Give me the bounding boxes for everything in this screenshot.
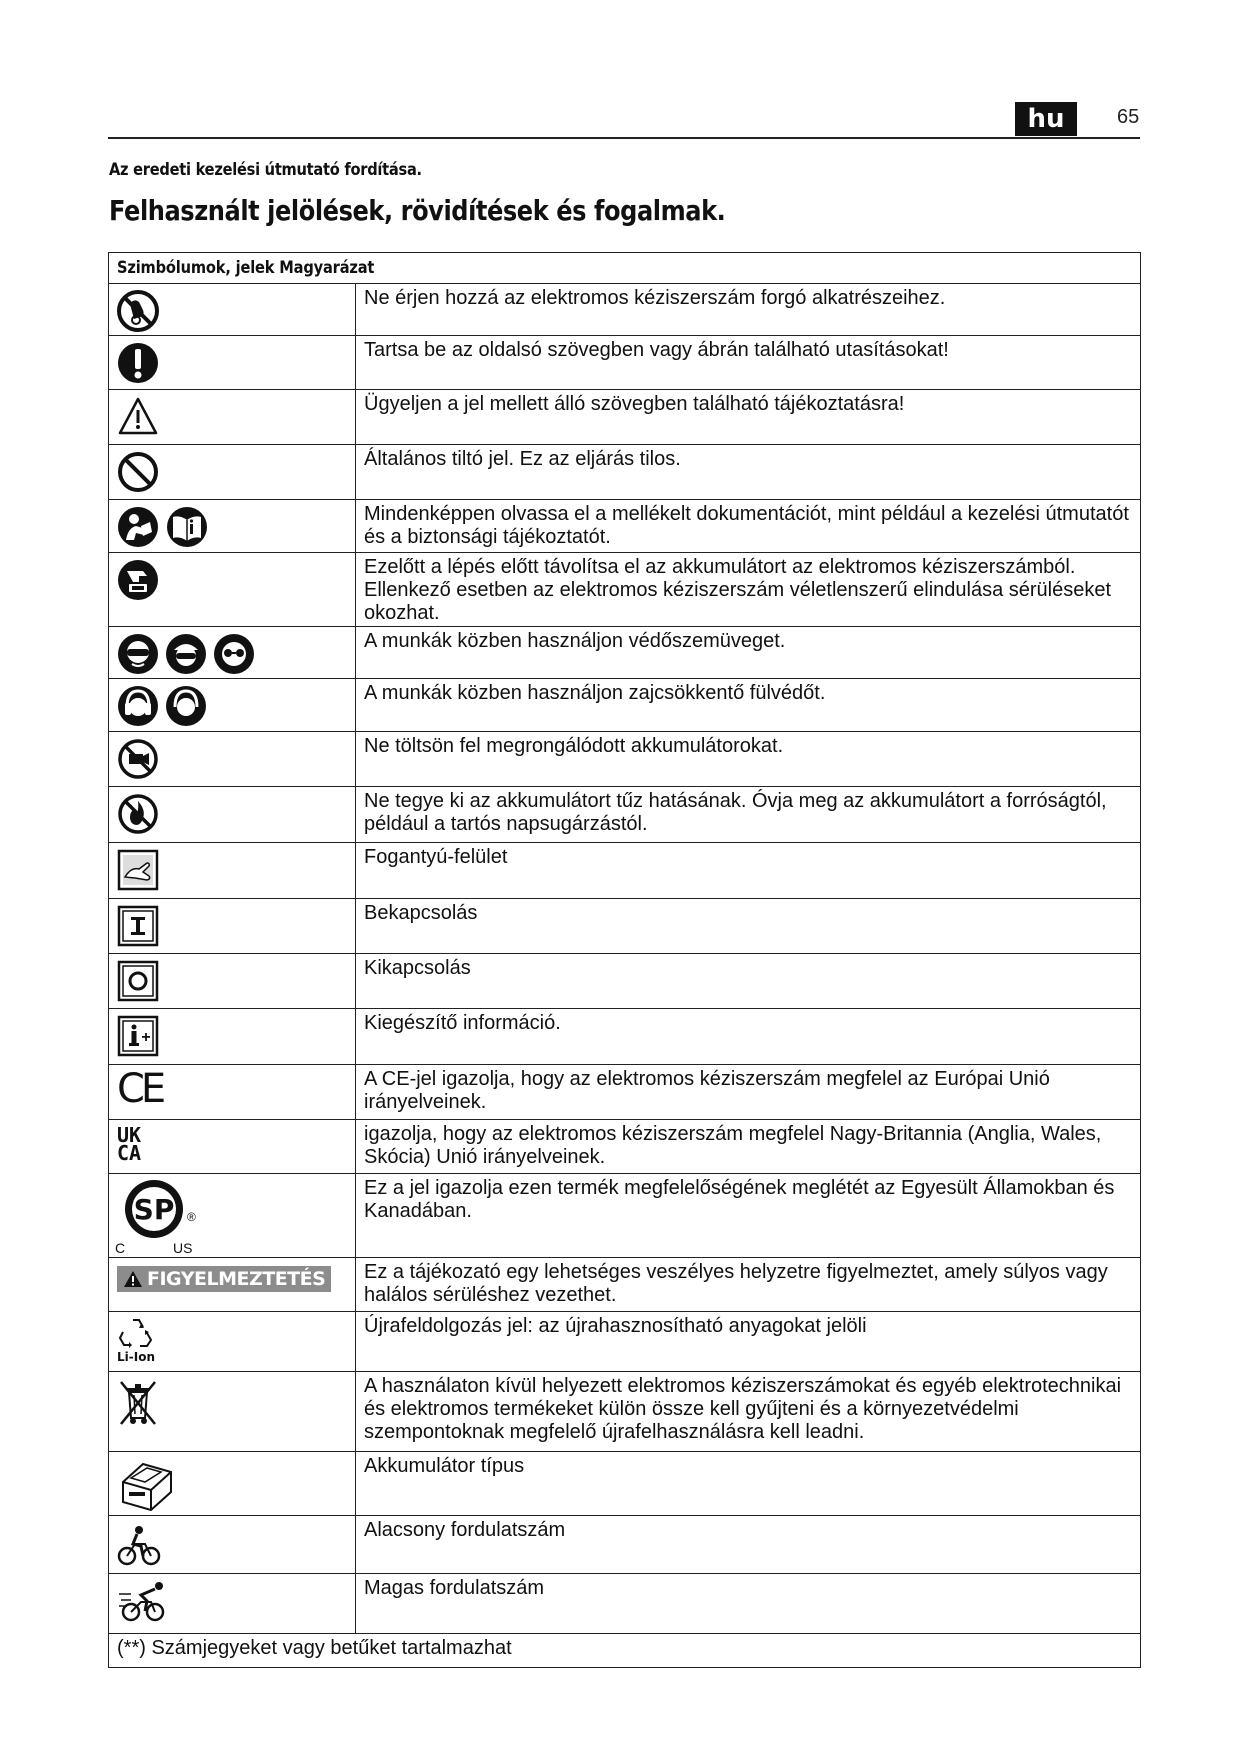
explanation-text: Tartsa be az oldalsó szövegben vagy ábrán található utasításokat! — [364, 339, 949, 361]
table-header-text — [117, 258, 374, 278]
symbol-cell — [109, 787, 356, 843]
warning-triangle-small-icon — [123, 1270, 143, 1288]
explanation-text: igazolja, hogy az elektromos kéziszerszám megfelel Nagy-Britannia (Anglia, Wales, Skócia) Unió irányelveinek. — [364, 1123, 1102, 1168]
table-row — [109, 1516, 1141, 1574]
explanation-cell — [356, 1312, 1141, 1372]
explanation-text: Alacsony fordulatszám — [364, 1519, 566, 1541]
ce-mark-icon: CE — [117, 1066, 163, 1112]
csa-circle-icon — [123, 1178, 185, 1240]
symbol-cell — [109, 1516, 356, 1574]
ear-protection-icon — [117, 685, 207, 727]
explanation-cell — [356, 843, 1141, 899]
explanation-text: Ezelőtt a lépés előtt távolítsa el az akkumulátort az elektromos kéziszerszámból. Ellenkező esetben az elektromos kéziszerszám véletlenszerű elindulása sérüléseket okozhat. — [364, 556, 1112, 624]
table-row — [109, 1372, 1141, 1452]
symbol-cell — [109, 1174, 356, 1258]
header-rule — [108, 137, 1140, 139]
table-row — [109, 1174, 1141, 1258]
explanation-cell — [356, 1574, 1141, 1634]
explanation-cell — [356, 787, 1141, 843]
explanation-cell — [356, 336, 1141, 390]
column-header-symbols: Szimbólumok, jelek — [117, 258, 275, 278]
explanation-text: Ügyeljen a jel mellett álló szövegben található tájékoztatásra! — [364, 393, 905, 415]
symbol-cell — [109, 445, 356, 500]
table-row — [109, 1258, 1141, 1312]
symbol-cell — [109, 1574, 356, 1634]
weee-bin-icon — [117, 1378, 159, 1428]
explanation-cell — [356, 1174, 1141, 1258]
mandatory-instruction-icon — [117, 342, 159, 384]
explanation-cell — [356, 1452, 1141, 1516]
no-charge-damaged-battery-icon — [117, 738, 159, 780]
ukca-ca-text: CA — [117, 1141, 142, 1165]
eye-protection-icon — [117, 633, 255, 675]
explanation-text: A használaton kívül helyezett elektromos kéziszerszámokat és egyéb elektrotechnikai és elektromos termékeket külön össze kell gyűjteni és a környezetvédelmi szempontoknak megfelelő újrafelhasználásra kell leadni. — [364, 1375, 1122, 1443]
page-subtitle: Az eredeti kezelési útmutató fordítása. — [109, 160, 422, 180]
table-row — [109, 843, 1141, 899]
table-row — [109, 679, 1141, 732]
explanation-cell — [356, 1258, 1141, 1312]
symbol-cell — [109, 954, 356, 1009]
explanation-text: Akkumulátor típus — [364, 1455, 525, 1477]
explanation-text: Magas fordulatszám — [364, 1577, 545, 1599]
table-row — [109, 390, 1141, 445]
symbol-cell — [109, 284, 356, 336]
explanation-text: Mindenképpen olvassa el a mellékelt dokumentációt, mint például a kezelési útmutatót és a biztonsági tájékoztatót. — [364, 503, 1129, 548]
battery-type-icon — [117, 1458, 177, 1514]
no-fire-battery-icon — [117, 793, 159, 835]
explanation-cell — [356, 1009, 1141, 1065]
explanation-cell — [356, 1120, 1141, 1174]
explanation-text: Ez a jel igazolja ezen termék megfelelőségének meglétét az Egyesült Államokban és Kanadában. — [364, 1177, 1115, 1222]
symbol-cell — [109, 336, 356, 390]
table-row — [109, 787, 1141, 843]
symbol-cell — [109, 1312, 356, 1372]
table-row — [109, 553, 1141, 627]
warning-word: FIGYELMEZTETÉS — [147, 1268, 326, 1290]
explanation-cell — [356, 1065, 1141, 1120]
explanation-cell — [356, 284, 1141, 336]
csa-c-text: C — [115, 1240, 126, 1256]
table-row — [109, 1312, 1141, 1372]
symbol-cell — [109, 1452, 356, 1516]
read-manual-icon — [117, 506, 209, 548]
symbol-cell — [109, 1120, 356, 1174]
explanation-cell — [356, 679, 1141, 732]
explanation-cell — [356, 553, 1141, 627]
explanation-text: Általános tiltó jel. Ez az eljárás tilos. — [364, 448, 681, 470]
table-row — [109, 732, 1141, 787]
symbol-cell — [109, 732, 356, 787]
symbol-cell — [109, 500, 356, 553]
table-footer-row — [109, 1634, 1141, 1668]
symbols-table — [108, 252, 1141, 1668]
low-speed-icon — [117, 1522, 163, 1566]
prohibition-icon — [117, 451, 159, 493]
ukca-mark-icon — [117, 1123, 142, 1165]
recycling-li-ion-icon — [117, 1316, 157, 1350]
remove-battery-icon — [117, 559, 159, 601]
explanation-cell — [356, 445, 1141, 500]
explanation-text: Kikapcsolás — [364, 957, 471, 979]
explanation-cell — [356, 500, 1141, 553]
explanation-text: Ne érjen hozzá az elektromos kéziszerszám forgó alkatrészeihez. — [364, 287, 946, 309]
explanation-cell — [356, 732, 1141, 787]
symbol-cell — [109, 1009, 356, 1065]
symbol-cell — [109, 1065, 356, 1120]
explanation-text: Kiegészítő információ. — [364, 1012, 561, 1034]
explanation-cell — [356, 899, 1141, 954]
explanation-cell — [356, 1372, 1141, 1452]
csa-mark-icon — [115, 1178, 205, 1256]
warning-triangle-icon — [117, 396, 159, 436]
explanation-text: Ne töltsön fel megrongálódott akkumulátorokat. — [364, 735, 784, 757]
explanation-cell — [356, 627, 1141, 679]
svg-text:SP: SP — [133, 1193, 175, 1226]
csa-us-text: US — [173, 1240, 193, 1256]
explanation-text: Bekapcsolás — [364, 902, 478, 924]
table-row — [109, 445, 1141, 500]
table-row — [109, 1065, 1141, 1120]
table-row — [109, 1009, 1141, 1065]
ukca-uk-text: UK — [117, 1123, 142, 1147]
table-row — [109, 1120, 1141, 1174]
symbol-cell — [109, 1258, 356, 1312]
warning-label-icon — [117, 1266, 331, 1292]
explanation-text: Ez a tájékozató egy lehetséges veszélyes helyzetre figyelmeztet, amely súlyos vagy halálos sérüléshez vezethet. — [364, 1261, 1108, 1306]
table-header — [109, 253, 1141, 284]
no-touch-rotating-icon — [117, 290, 159, 332]
column-header-explanation: Magyarázat — [279, 258, 375, 278]
table-row — [109, 500, 1141, 553]
explanation-cell — [356, 954, 1141, 1009]
symbol-cell — [109, 1372, 356, 1452]
table-row — [109, 899, 1141, 954]
table-row — [109, 954, 1141, 1009]
explanation-text: Újrafeldolgozás jel: az újrahasznosítható anyagokat jelöli — [364, 1315, 867, 1337]
explanation-text: A munkák közben használjon védőszemüveget. — [364, 630, 786, 652]
power-on-icon — [117, 905, 159, 947]
table-header-row — [109, 253, 1141, 284]
table-row — [109, 1574, 1141, 1634]
table-row — [109, 627, 1141, 679]
symbol-cell — [109, 627, 356, 679]
symbol-cell — [109, 553, 356, 627]
grip-surface-icon — [117, 849, 159, 891]
explanation-text: A munkák közben használjon zajcsökkentő fülvédőt. — [364, 682, 826, 704]
registered-mark: ® — [187, 1210, 196, 1224]
explanation-text: Fogantyú-felület — [364, 846, 508, 868]
high-speed-icon — [117, 1580, 169, 1624]
page-title: Felhasznált jelölések, rövidítések és fogalmak. — [109, 194, 726, 227]
power-off-icon — [117, 960, 159, 1002]
table-row — [109, 1452, 1141, 1516]
table-footer: (**) Számjegyeket vagy betűket tartalmazhat — [109, 1634, 1141, 1668]
explanation-cell — [356, 390, 1141, 445]
li-ion-text: Li-Ion — [117, 1350, 155, 1364]
page-number: 65 — [1117, 106, 1140, 128]
table-row — [109, 284, 1141, 336]
symbol-cell — [109, 843, 356, 899]
explanation-text: A CE-jel igazolja, hogy az elektromos kéziszerszám megfelel az Európai Unió irányelveinek. — [364, 1068, 1050, 1113]
explanation-cell — [356, 1516, 1141, 1574]
symbol-cell — [109, 679, 356, 732]
table-row — [109, 336, 1141, 390]
language-badge: hu — [1015, 102, 1077, 136]
explanation-text: Ne tegye ki az akkumulátort tűz hatásának. Óvja meg az akkumulátort a forróságtól, például a tartós napsugárzástól. — [364, 790, 1107, 835]
symbol-cell — [109, 390, 356, 445]
additional-info-icon — [117, 1015, 159, 1057]
symbol-cell — [109, 899, 356, 954]
